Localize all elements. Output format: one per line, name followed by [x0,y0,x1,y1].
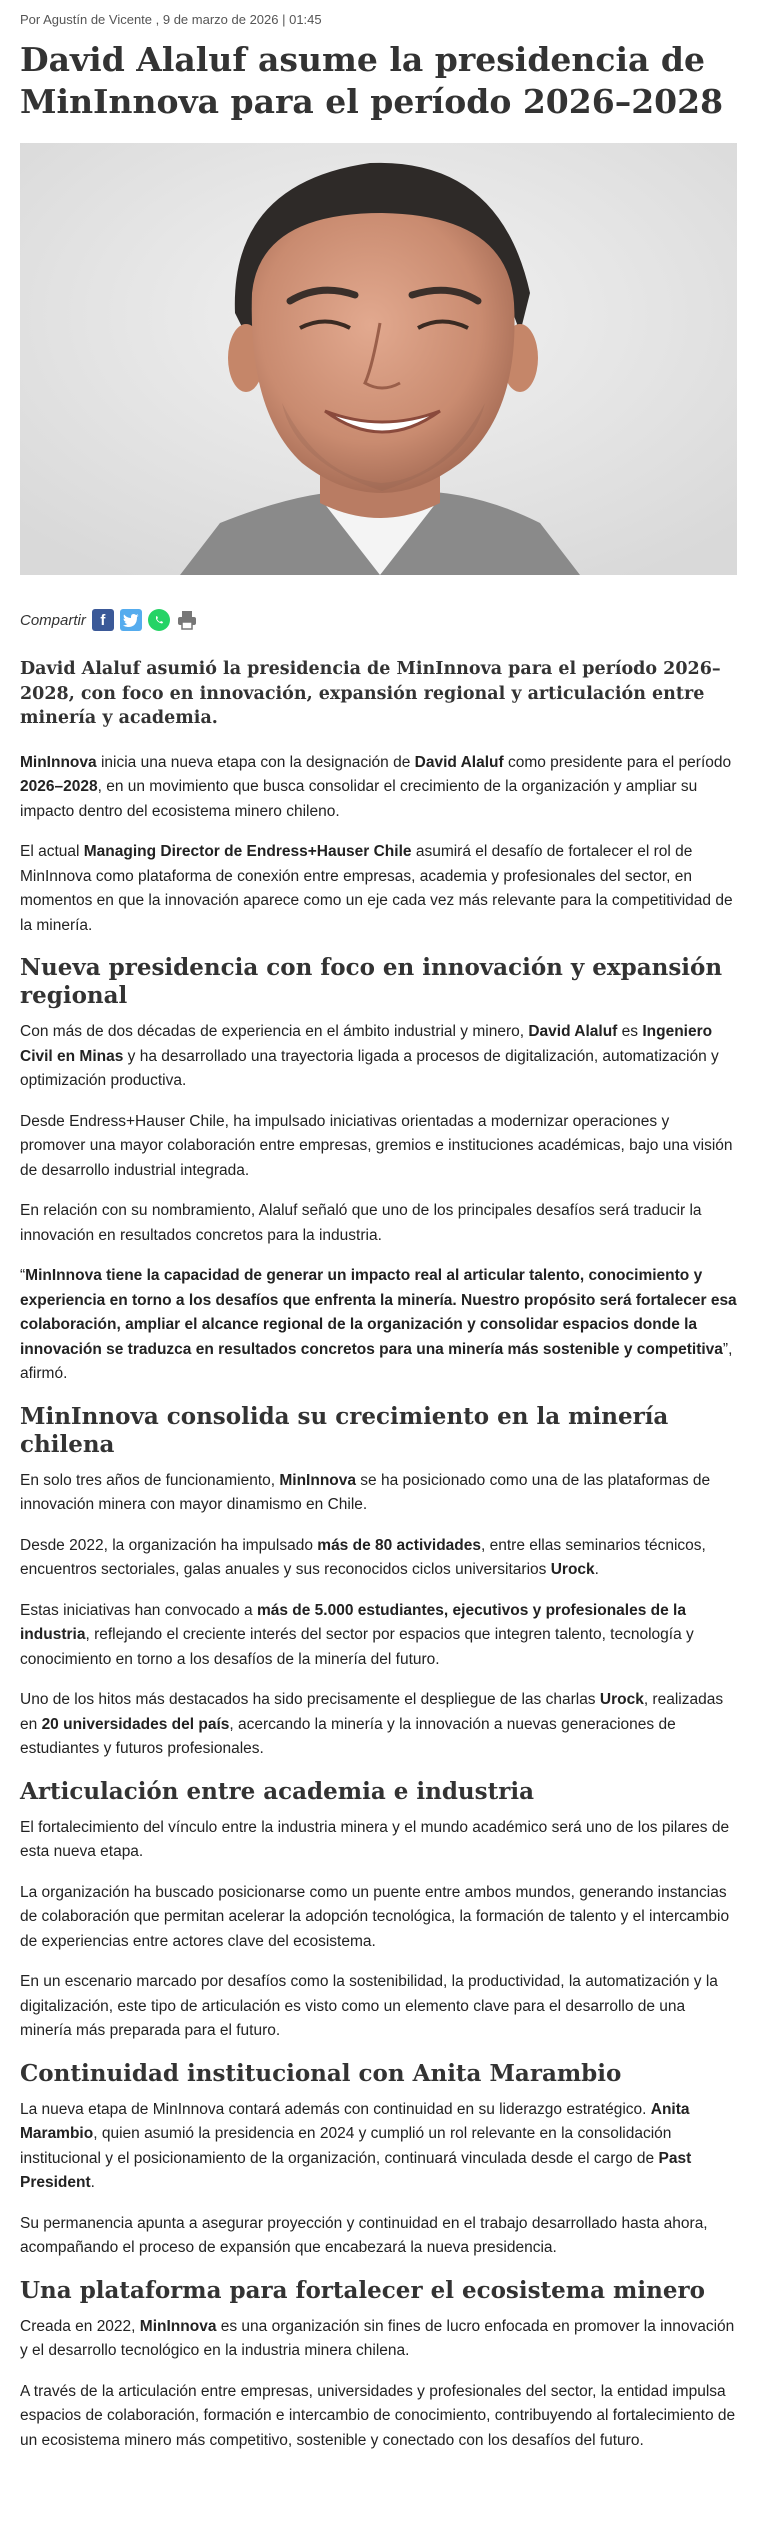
article-body [20,751,737,2454]
bold-text: MinInnova [20,753,97,771]
text-run: . [90,2174,95,2191]
article-title: David Alaluf asume la presidencia de MinInnova para el período 2026–2028 [20,40,724,121]
paragraph [20,1264,737,1387]
text-run: El fortalecimiento del vínculo entre la industria minera y el mundo académico será uno de los pilares de esta nueva etapa. [20,1818,730,1860]
facebook-icon[interactable]: f [92,609,114,631]
text-run: En relación con su nombramiento, Alaluf señaló que uno de los principales desafíos será traducir la innovación en resultados concretos para la industria. [20,1202,702,1244]
paragraph [20,751,737,825]
text-run: Estas iniciativas han convocado a [20,1601,257,1619]
paragraph [20,2315,737,2364]
text-run: , realizadas en [20,1691,724,1733]
text-run: “ [20,1267,26,1284]
bold-text: David Alaluf [414,753,504,771]
section-heading: Nueva presidencia con foco en innovación y expansión regional [20,954,723,1009]
bold-text: Ingeniero Civil en Minas [20,1023,713,1065]
text-run: Con más de dos décadas de experiencia en el ámbito industrial y minero, [20,1023,529,1040]
text-run: Desde Endress+Hauser Chile, ha impulsado iniciativas orientadas a modernizar operaciones y promover una mayor colaboración entre empresas, gremios e instituciones académicas, bajo una visión de desarrollo industrial integrada. [20,1112,733,1179]
print-icon[interactable] [176,609,198,631]
paragraph [20,2380,737,2454]
bold-text: Managing Director de Endress+Hauser Chile [83,843,412,860]
text-run: ”, afirmó. [20,1340,733,1382]
share-label: Compartir [20,611,86,629]
text-run: , quien asumió la presidencia en 2024 y cumplió un rol relevante en la consolidación institucional y el posicionamiento de la organización, continuará vinculada desde el cargo de [20,2125,672,2167]
article-lead: David Alaluf asumió la presidencia de MinInnova para el período 2026–2028, con foco en innovación, expansión regional y articulación entre minería y academia. [20,659,721,728]
paragraph [20,1110,737,1184]
bold-text: MinInnova [139,2317,217,2335]
bold-text: 20 universidades del país [41,1715,230,1733]
bold-text: MinInnova tiene la capacidad de generar un impacto real al articular talento, conocimiento y experiencia en torno a los desafíos que enfrenta la minería. Nuestro propósito será fortalecer esa colaboración, ampliar el alcance regional de la organización y consolidar espacios donde la innovación se traduzca en resultados concretos para una minería más sostenible y competitiva [20,1267,737,1358]
text-run: , entre ellas seminarios técnicos, encuentros sectoriales, galas anuales y sus reconocidos ciclos universitarios [20,1536,706,1578]
text-run: Creada en 2022, [20,2317,140,2335]
text-run: . [594,1561,599,1578]
bold-text: Anita Marambio [20,2100,690,2142]
paragraph [20,1534,737,1583]
whatsapp-icon[interactable] [148,609,170,631]
text-run: Uno de los hitos más destacados ha sido precisamente el despliegue de las charlas [20,1691,600,1708]
text-run: En un escenario marcado por desafíos como la sostenibilidad, la productividad, la automatización y la digitalización, este tipo de articulación es visto como un elemento clave para el desarrollo de una minería más preparada para el futuro. [20,1973,718,2039]
text-run: El actual [20,843,84,860]
section-heading: MinInnova consolida su crecimiento en la minería chilena [20,1402,669,1458]
share-bar [20,607,737,633]
paragraph [20,1688,737,1762]
text-run: inicia una nueva etapa con la designación de [96,753,415,771]
text-run: , reflejando el creciente interés del sector por espacios que integren talento, tecnología y conocimiento en torno a los desafíos de la minería del futuro. [20,1626,694,1668]
text-run: es [617,1023,643,1040]
bold-text: Urock [599,1691,644,1708]
paragraph [20,1469,737,1518]
paragraph [20,1599,737,1673]
text-run: Su permanencia apunta a asegurar proyección y continuidad en el trabajo desarrollado hasta ahora, acompañando el proceso de expansión que encabezará la nueva presidencia. [20,2214,708,2256]
text-run: A través de la articulación entre empresas, universidades y profesionales del sector, la entidad impulsa espacios de colaboración, formación e intercambio de conocimiento, contribuyendo al fortalecimiento de un ecosistema minero más competitivo, sostenible y conectado con los desafíos del futuro. [20,2382,736,2449]
paragraph [20,2098,737,2196]
paragraph [20,1199,737,1248]
text-run: como presidente para el período [503,753,732,771]
paragraph [20,1970,737,2044]
bold-text: 2026–2028 [20,778,98,795]
text-run: y ha desarrollado una trayectoria ligada a procesos de digitalización, automatización y optimización productiva. [20,1047,719,1089]
paragraph [20,1020,737,1094]
bold-text: MinInnova [279,1471,356,1489]
hero-photo [20,143,737,575]
section-heading: Continuidad institucional con Anita Marambio [20,2059,622,2087]
bold-text: David Alaluf [528,1023,618,1040]
byline: Por Agustín de Vicente , 9 de marzo de 2026 | 01:45 [20,12,322,27]
bold-text: Past President [20,2149,692,2191]
bold-text: Urock [550,1561,595,1578]
paragraph [20,1816,737,1865]
text-run: La nueva etapa de MinInnova contará además con continuidad en su liderazgo estratégico. [20,2100,651,2118]
text-run: asumirá el desafío de fortalecer el rol de MinInnova como plataforma de conexión entre empresas, academia y profesionales del sector, en momentos en que la innovación aparece como un eje cada vez más relevante para la competitividad de la minería. [20,843,733,934]
paragraph [20,840,737,938]
text-run: Desde 2022, la organización ha impulsado [20,1536,318,1554]
text-run: es una organización sin fines de lucro enfocada en promover la innovación y el desarrollo tecnológico en la industria minera chilena. [20,2317,735,2359]
paragraph [20,2212,737,2261]
paragraph [20,1881,737,1955]
text-run: La organización ha buscado posicionarse como un puente entre ambos mundos, generando instancias de colaboración que permitan acelerar la adopción tecnológica, la formación de talento y el intercambio de experiencias entre actores clave del ecosistema. [20,1883,730,1950]
text-run: En solo tres años de funcionamiento, [20,1471,280,1489]
bold-text: más de 5.000 estudiantes, ejecutivos y profesionales de la industria [20,1601,686,1643]
section-heading: Articulación entre academia e industria [20,1777,534,1805]
twitter-icon[interactable] [120,609,142,631]
text-run: , en un movimiento que busca consolidar el crecimiento de la organización y ampliar su impacto dentro del ecosistema minero chileno. [20,778,698,820]
portrait-illustration [20,143,737,575]
text-run: , acercando la minería y la innovación a nuevas generaciones de estudiantes y futuros profesionales. [20,1715,676,1757]
text-run: se ha posicionado como una de las plataformas de innovación minera con mayor dinamismo en Chile. [20,1471,711,1513]
section-heading: Una plataforma para fortalecer el ecosistema minero [20,2276,705,2304]
bold-text: más de 80 actividades [317,1536,481,1554]
